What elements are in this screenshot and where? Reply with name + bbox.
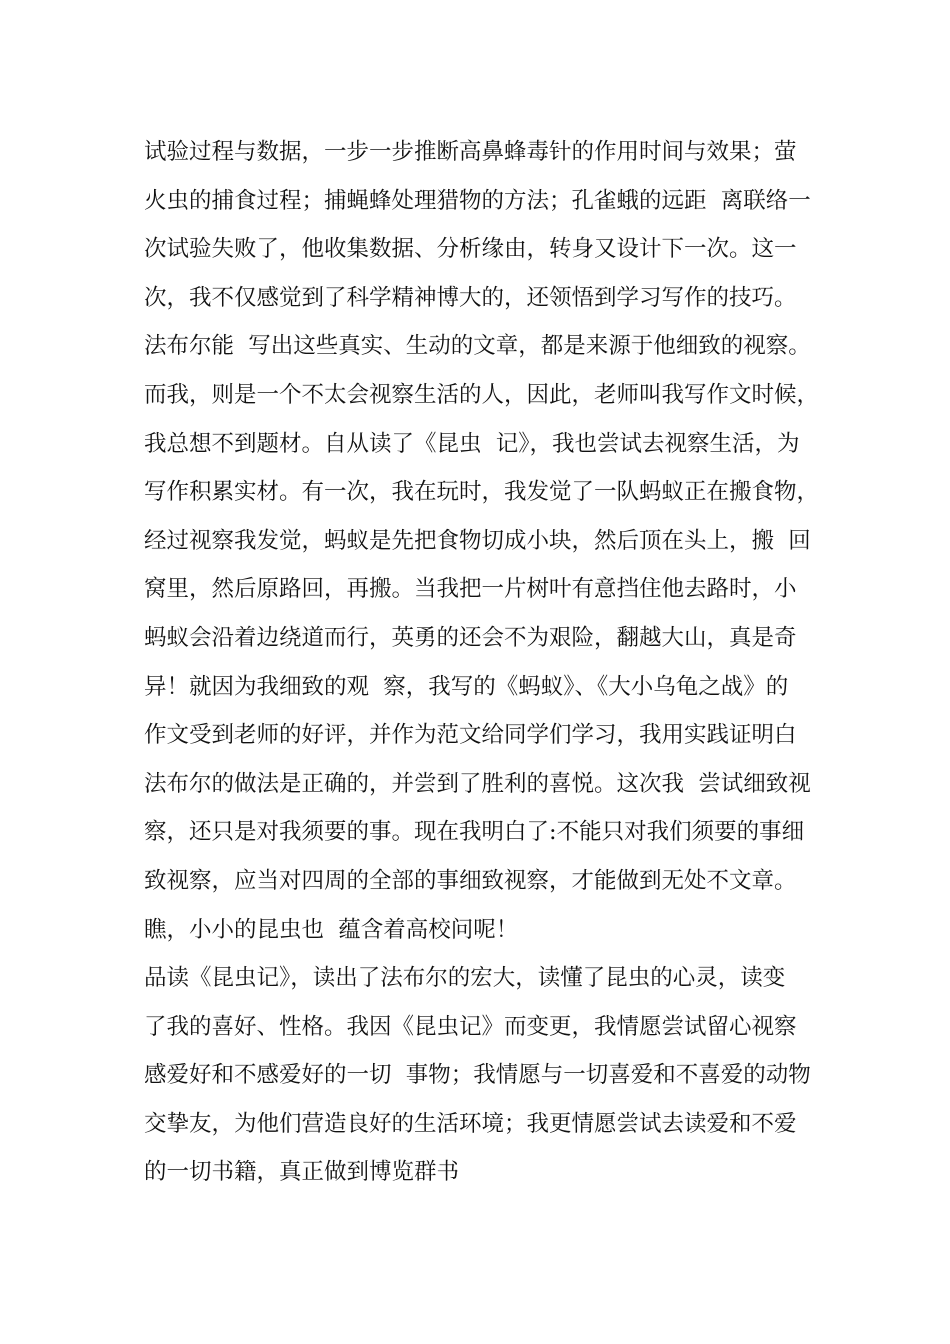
text-line: 的一切书籍，真正做到博览群书 [144, 1159, 460, 1186]
text-line: 察，还只是对我须要的事。现在我明白了:不能只对我们须要的事细 [144, 819, 805, 846]
text-line: 而我，则是一个不太会视察生活的人，因此，老师叫我写作文时候， [144, 381, 820, 408]
text-line: 次，我不仅感觉到了科学精神博大的，还领悟到学习写作的技巧。 [144, 284, 797, 311]
text-line: 火虫的捕食过程；捕蝇蜂处理猎物的方法；孔雀蛾的远距 离联络一 [144, 187, 811, 214]
text-line: 蚂蚁会沿着边绕道而行，英勇的还会不为艰险，翻越大山，真是奇 [144, 624, 797, 651]
text-line: 我总想不到题材。自从读了《昆虫 记》，我也尝试去视察生活，为 [144, 430, 800, 457]
text-line: 致视察，应当对四周的全部的事细致视察，才能做到无处不文章。 [144, 867, 797, 894]
text-line: 法布尔能 写出这些真实、生动的文章，都是来源于他细致的视察。 [144, 333, 811, 360]
text-line: 了我的喜好、性格。我因《昆虫记》而变更，我情愿尝试留心视察 [144, 1013, 797, 1040]
text-line: 作文受到老师的好评，并作为范文给同学们学习，我用实践证明白 [144, 722, 797, 749]
text-line: 交挚友，为他们营造良好的生活环境；我更情愿尝试去读爱和不爱 [144, 1110, 797, 1137]
text-line: 瞧，小小的昆虫也 蕴含着高校问呢！ [144, 916, 519, 943]
text-line: 写作积累实材。有一次，我在玩时，我发觉了一队蚂蚁正在搬食物， [144, 479, 820, 506]
text-line: 经过视察我发觉，蚂蚁是先把食物切成小块，然后顶在头上，搬 回 [144, 527, 811, 554]
text-line: 次试验失败了，他收集数据、分析缘由，转身又设计下一次。这一 [144, 236, 797, 263]
text-line: 窝里，然后原路回，再搬。当我把一片树叶有意挡住他去路时，小 [144, 576, 797, 603]
text-line: 法布尔的做法是正确的，并尝到了胜利的喜悦。这次我 尝试细致视 [144, 770, 811, 797]
text-line: 异！就因为我细致的观 察，我写的《蚂蚁》、《大小乌龟之战》的 [144, 673, 789, 700]
text-line: 品读《昆虫记》，读出了法布尔的宏大，读懂了昆虫的心灵，读变 [144, 965, 786, 992]
text-line: 感爱好和不感爱好的一切 事物；我情愿与一切喜爱和不喜爱的动物 [144, 1062, 811, 1089]
text-line: 试验过程与数据，一步一步推断高鼻蜂毒针的作用时间与效果；萤 [144, 139, 797, 165]
body-text [144, 132, 834, 1201]
